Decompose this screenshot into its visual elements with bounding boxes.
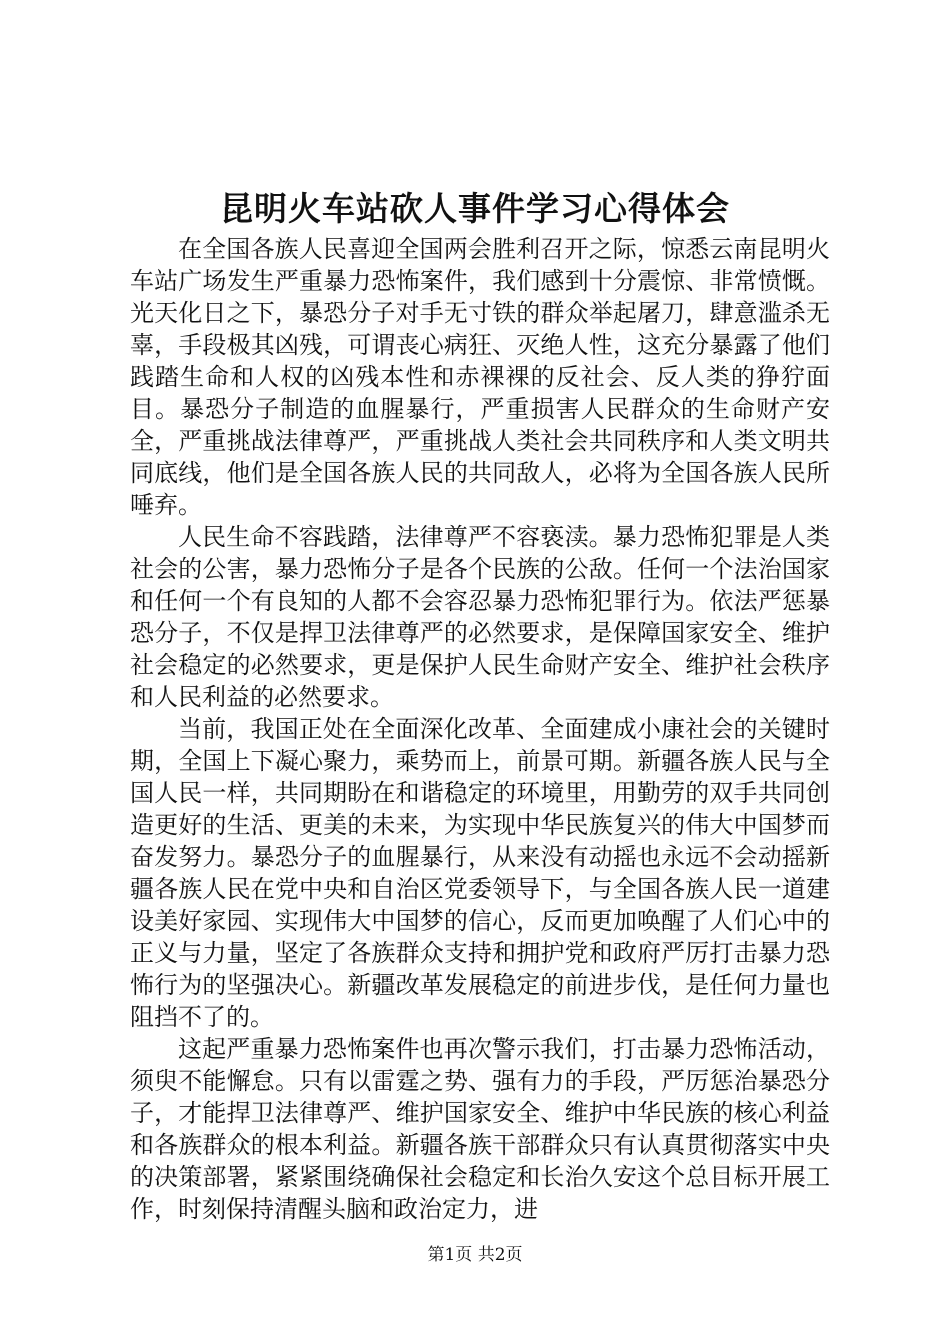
document-body [130, 233, 830, 1225]
paragraph-2: 人民生命不容践踏，法律尊严不容亵渎。暴力恐怖犯罪是人类社会的公害，暴力恐怖分子是各个民族的公敌。任何一个法治国家和任何一个有良知的人都不会容忍暴力恐怖犯罪行为。依法严惩暴恐分子，不仅是捍卫法律尊严的必然要求，是保障国家安全、维护社会稳定的必然要求，更是保护人民生命财产安全、维护社会秩序和人民利益的必然要求。 [130, 523, 830, 711]
paragraph-3: 当前，我国正处在全面深化改革、全面建成小康社会的关键时期，全国上下凝心聚力，乘势而上，前景可期。新疆各族人民与全国人民一样，共同期盼在和谐稳定的环境里，用勤劳的双手共同创造更好的生活、更美的未来，为实现中华民族复兴的伟大中国梦而奋发努力。暴恐分子的血腥暴行，从来没有动摇也永远不会动摇新疆各族人民在党中央和自治区党委领导下，与全国各族人民一道建设美好家园、实现伟大中国梦的信心，反而更加唤醒了人们心中的正义与力量，坚定了各族群众支持和拥护党和政府严厉打击暴力恐怖行为的坚强决心。新疆改革发展稳定的前进步伐，是任何力量也阻挡不了的。 [130, 715, 830, 1031]
document-title: 昆明火车站砍人事件学习心得体会 [220, 189, 730, 228]
page-footer: 第1页 共2页 [427, 1245, 523, 1265]
paragraph-4: 这起严重暴力恐怖案件也再次警示我们，打击暴力恐怖活动，须臾不能懈怠。只有以雷霆之势、强有力的手段，严厉惩治暴恐分子，才能捍卫法律尊严、维护国家安全、维护中华民族的核心利益和各族群众的根本利益。新疆各族干部群众只有认真贯彻落实中央的决策部署，紧紧围绕确保社会稳定和长治久安这个总目标开展工作，时刻保持清醒头脑和政治定力，进 [130, 1035, 830, 1223]
paragraph-1: 在全国各族人民喜迎全国两会胜利召开之际，惊悉云南昆明火车站广场发生严重暴力恐怖案件，我们感到十分震惊、非常愤慨。光天化日之下，暴恐分子对手无寸铁的群众举起屠刀，肆意滥杀无辜，手段极其凶残，可谓丧心病狂、灭绝人性，这充分暴露了他们践踏生命和人权的凶残本性和赤裸裸的反社会、反人类的狰狞面目。暴恐分子制造的血腥暴行，严重损害人民群众的生命财产安全，严重挑战法律尊严，严重挑战人类社会共同秩序和人类文明共同底线，他们是全国各族人民的共同敌人，必将为全国各族人民所唾弃。 [130, 235, 830, 519]
